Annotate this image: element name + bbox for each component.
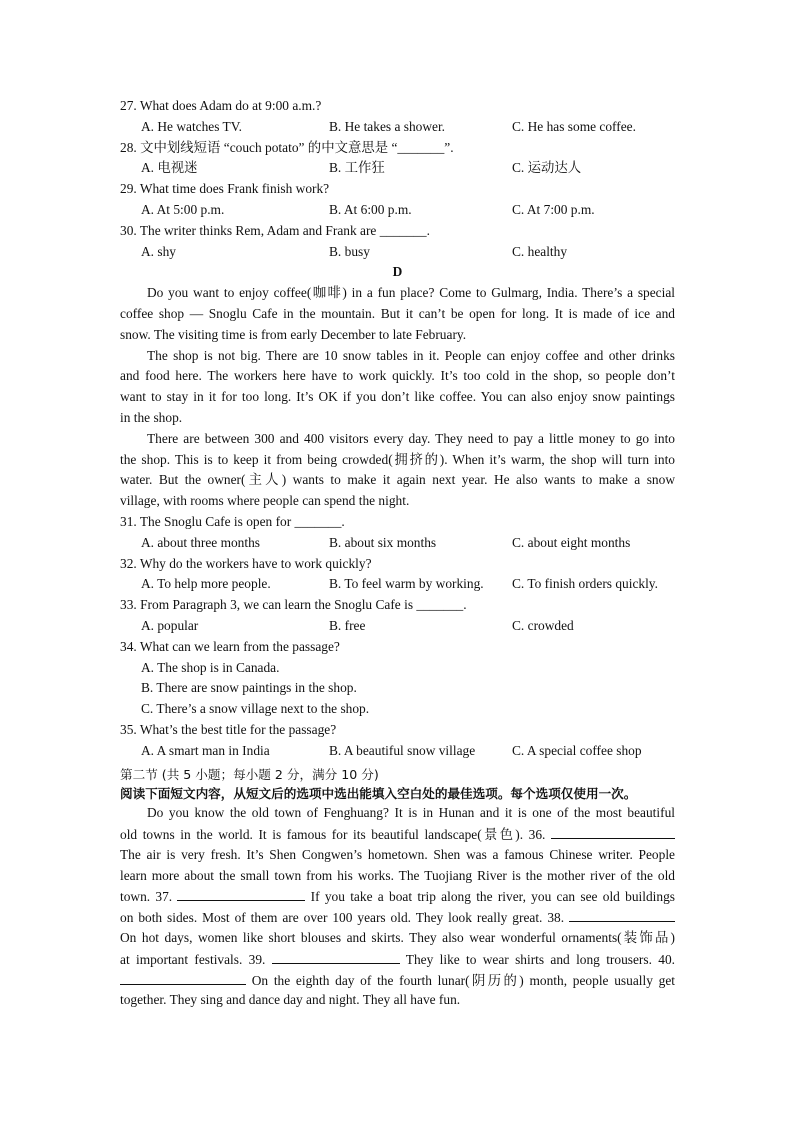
options-31 — [120, 533, 675, 554]
passage-text: On the eighth day of the fourth lunar(阴历的) month, people usually get — [246, 972, 675, 988]
passage-text: They like to wear shirts and long trousers. 40. — [399, 951, 675, 967]
options-30 — [120, 242, 675, 263]
passage-text: learn more about the small town from his works. The Tuojiang River is the mother river of the old — [120, 867, 675, 883]
passage-line: the shop. This is to keep it from being crowded(拥挤的). When it’s warm, the shop will turn into — [120, 451, 675, 467]
option-33-b: B. free — [329, 617, 366, 633]
option-27-c: C. He has some coffee. — [512, 118, 636, 134]
question-30: 30. The writer thinks Rem, Adam and Frank are _______. — [120, 222, 430, 238]
fill-blank-passage — [120, 803, 675, 1011]
option-28-c: C. 运动达人 — [512, 160, 582, 176]
exam-page — [120, 96, 675, 1011]
passage-line: and food here. The workers here have to work quickly. It’s too cold in the shop, so people don’t — [120, 368, 675, 384]
fill-passage-line — [120, 907, 675, 928]
passage-d-paragraph-2 — [120, 346, 675, 429]
option-33-c: C. crowded — [512, 617, 574, 633]
answer-blank[interactable] — [177, 886, 305, 901]
option-31-b: B. about six months — [329, 534, 437, 550]
section-d-heading: D — [392, 264, 403, 280]
options-32 — [120, 574, 675, 595]
option-row-34-c — [120, 699, 675, 720]
options-35 — [120, 741, 675, 762]
option-32-b: B. To feel warm by working. — [329, 576, 484, 592]
answer-blank[interactable] — [569, 907, 675, 922]
fill-passage-line — [120, 970, 675, 991]
answer-blank[interactable] — [551, 824, 675, 839]
passage-text: together. They sing and dance day and night. They all have fun. — [120, 992, 461, 1008]
option-34-b: B. There are snow paintings in the shop. — [141, 680, 357, 696]
answer-blank[interactable] — [120, 970, 246, 985]
option-27-b: B. He takes a shower. — [329, 118, 446, 134]
passage-text: On hot days, women like short blouses and skirts. They also wear wonderful ornaments(装饰品) — [120, 930, 675, 946]
passage-line: Do you want to enjoy coffee(咖啡) in a fun place? Come to Gulmarg, India. There’s a special — [147, 285, 675, 301]
option-30-b: B. busy — [329, 243, 370, 259]
passage-d-paragraph-3 — [120, 429, 675, 512]
question-32: 32. Why do the workers have to work quickly? — [120, 555, 372, 571]
passage-text: town. 37. — [120, 889, 178, 905]
passage-line: water. But the owner(主人) wants to make it again next year. He also wants to make a snow — [120, 472, 675, 488]
option-31-a: A. about three months — [141, 534, 261, 550]
passage-line: in the shop. — [120, 409, 183, 425]
fill-passage-line — [120, 803, 675, 824]
fill-passage-line — [120, 949, 675, 970]
passage-d-paragraph-1 — [120, 283, 675, 345]
option-35-a: A. A smart man in India — [141, 742, 270, 758]
passage-text: at important festivals. 39. — [120, 951, 272, 967]
option-29-b: B. At 6:00 p.m. — [329, 201, 412, 217]
option-29-a: A. At 5:00 p.m. — [141, 201, 225, 217]
section-two-heading — [120, 765, 675, 786]
passage-line: village, with rooms where people can spend the night. — [120, 493, 410, 509]
option-34-c: C. There’s a snow village next to the shop. — [141, 701, 370, 717]
question-28: 28. 文中划线短语 “couch potato” 的中文意思是 “_______”. — [120, 139, 454, 155]
fill-passage-line — [120, 824, 675, 845]
fill-passage-line — [120, 928, 675, 949]
fill-passage-line — [120, 845, 675, 866]
question-31: 31. The Snoglu Cafe is open for _______. — [120, 513, 345, 529]
question-33: 33. From Paragraph 3, we can learn the Snoglu Cafe is _______. — [120, 597, 467, 613]
option-35-b: B. A beautiful snow village — [329, 742, 476, 758]
question-35: 35. What’s the best title for the passage? — [120, 721, 337, 737]
option-27-a: A. He watches TV. — [141, 118, 243, 134]
section-two-heading-text: 第二节 (共 5 小题；每小题 2 分，满分 10 分) — [120, 766, 379, 782]
options-28 — [120, 158, 675, 179]
option-29-c: C. At 7:00 p.m. — [512, 201, 595, 217]
passage-text: If you take a boat trip along the river, you can see old buildings — [305, 889, 675, 905]
passage-line: want to stay in it for too long. It’s OK if you don’t like coffee. You can also enjoy snow paintings — [120, 389, 675, 405]
passage-text: old towns in the world. It is famous for its beautiful landscape(景色). 36. — [120, 827, 551, 843]
option-31-c: C. about eight months — [512, 534, 631, 550]
question-27: 27. What does Adam do at 9:00 a.m.? — [120, 98, 322, 113]
option-row-34-a — [120, 658, 675, 679]
passage-line: The shop is not big. There are 10 snow tables in it. People can enjoy coffee and other drinks — [147, 347, 675, 363]
answer-blank[interactable] — [272, 949, 400, 964]
fill-passage-line — [120, 866, 675, 887]
option-32-c: C. To finish orders quickly. — [512, 576, 658, 592]
section-two-instructions-text: 阅读下面短文内容，从短文后的选项中选出能填入空白处的最佳选项。每个选项仅使用一次。 — [120, 786, 637, 802]
question-29: 29. What time does Frank finish work? — [120, 181, 330, 197]
option-30-a: A. shy — [141, 243, 176, 259]
option-33-a: A. popular — [141, 617, 199, 633]
passage-line: snow. The visiting time is from early December to late February. — [120, 326, 467, 342]
question-34: 34. What can we learn from the passage? — [120, 638, 340, 654]
passage-text: Do you know the old town of Fenghuang? It is in Hunan and it is one of the most beautiful — [147, 805, 675, 821]
option-32-a: A. To help more people. — [141, 576, 271, 592]
option-34-a: A. The shop is in Canada. — [141, 659, 280, 675]
passage-text: on both sides. Most of them are over 100 years old. They look really great. 38. — [120, 910, 569, 926]
options-27 — [120, 117, 675, 138]
option-28-a: A. 电视迷 — [141, 160, 198, 176]
option-30-c: C. healthy — [512, 243, 568, 259]
passage-line: coffee shop — Snoglu Cafe in the mountain. But it can’t be open for long. It is made of ice and — [120, 305, 675, 321]
options-33 — [120, 616, 675, 637]
option-28-b: B. 工作狂 — [329, 160, 385, 176]
fill-passage-line — [120, 886, 675, 907]
passage-text: The air is very fresh. It’s Shen Congwen’s hometown. Shen was a famous Chinese writer. People — [120, 846, 675, 862]
option-35-c: C. A special coffee shop — [512, 742, 642, 758]
options-29 — [120, 200, 675, 221]
section-two-instructions — [120, 785, 675, 803]
fill-passage-line — [120, 990, 675, 1011]
option-row-34-b — [120, 678, 675, 699]
passage-line: There are between 300 and 400 visitors every day. They need to pay a little money to go into — [147, 430, 675, 446]
